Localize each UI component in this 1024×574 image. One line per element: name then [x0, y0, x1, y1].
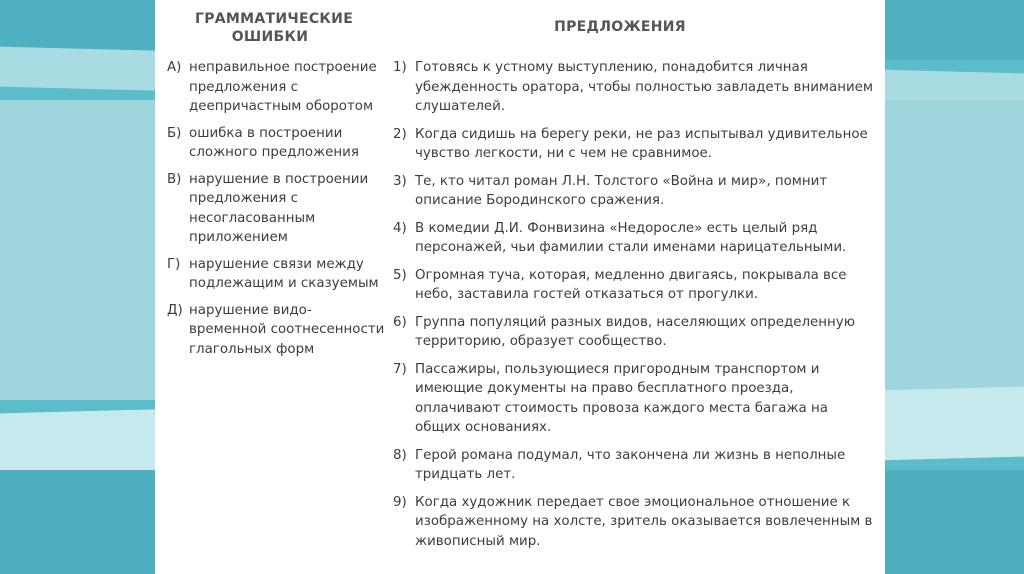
- sentence-item: [393, 172, 873, 211]
- error-text: неправильное построение предложения с деепричастным оборотом: [189, 60, 377, 114]
- sentence-item: [393, 266, 873, 305]
- error-text: ошибка в построении сложного предложения: [189, 125, 359, 160]
- sentence-text: Группа популяций разных видов, населяющих определенную территорию, образует сообщество.: [415, 314, 855, 349]
- sentence-item: [393, 493, 873, 552]
- sentences-list: [393, 58, 873, 559]
- sentence-marker: 2): [393, 126, 407, 142]
- sentence-text: Когда сидишь на берегу реки, не раз испытывал удивительное чувство легкости, ни с чем не сравнимое.: [415, 126, 868, 161]
- sentence-marker: 5): [393, 267, 407, 283]
- sentence-marker: 1): [393, 60, 407, 75]
- sentence-marker: 3): [393, 173, 407, 189]
- sentence-marker: 7): [393, 361, 407, 377]
- sentence-marker: 8): [393, 447, 407, 463]
- error-item: [167, 124, 387, 163]
- sentence-item: [393, 313, 873, 352]
- sentence-marker: 9): [393, 494, 407, 510]
- sentence-item: [393, 125, 873, 164]
- sentence-text: Когда художник передает свое эмоциональное отношение к изображенному на холсте, зритель оказывается вовлеченным в живописный мир.: [415, 494, 873, 549]
- error-marker: Г): [167, 256, 181, 272]
- error-marker: В): [167, 171, 182, 187]
- sentence-text: В комедии Д.И. Фонвизина «Недоросле» есть целый ряд персонажей, чьи фамилии стали именами нарицательными.: [415, 220, 847, 255]
- sentence-text: Пассажиры, пользующиеся пригородным транспортом и имеющие документы на право бесплатного проезда, оплачивают стоимость провоза каждого места багажа на общих основаниях.: [415, 361, 828, 435]
- left-column-header: ГРАММАТИЧЕСКИЕ ОШИБКИ: [195, 11, 354, 45]
- sentence-text: Герой романа подумал, что закончена ли жизнь в неполные тридцать лет.: [415, 447, 846, 482]
- right-column-header: ПРЕДЛОЖЕНИЯ: [554, 19, 686, 35]
- error-marker: Б): [167, 125, 182, 141]
- error-marker: Д): [167, 302, 183, 318]
- error-item: [167, 170, 387, 248]
- error-item: [167, 255, 387, 294]
- error-text: нарушение видо-временной соотнесенности глагольных форм: [189, 302, 385, 357]
- error-text: нарушение связи между подлежащим и сказуемым: [189, 256, 379, 291]
- error-marker: А): [167, 60, 182, 75]
- sentence-item: [393, 58, 873, 117]
- error-item: [167, 58, 387, 117]
- sentence-marker: 4): [393, 220, 407, 236]
- sentence-text: Те, кто читал роман Л.Н. Толстого «Война и мир», помнит описание Бородинского сражения.: [415, 173, 828, 208]
- sentence-text: Огромная туча, которая, медленно двигаясь, покрывала все небо, заставила гостей отказаться от прогулки.: [415, 267, 847, 302]
- sentence-item: [393, 446, 873, 485]
- document-sheet: [155, 0, 885, 574]
- sentence-marker: 6): [393, 314, 407, 330]
- sentence-text: Готовясь к устному выступлению, понадобится личная убежденность оратора, чтобы полностью завладеть вниманием слушателей.: [415, 60, 874, 114]
- sentence-item: [393, 360, 873, 438]
- error-text: нарушение в построении предложения с несогласованным приложением: [189, 171, 369, 245]
- sentence-item: [393, 219, 873, 258]
- error-item: [167, 301, 387, 360]
- errors-list: [167, 58, 387, 366]
